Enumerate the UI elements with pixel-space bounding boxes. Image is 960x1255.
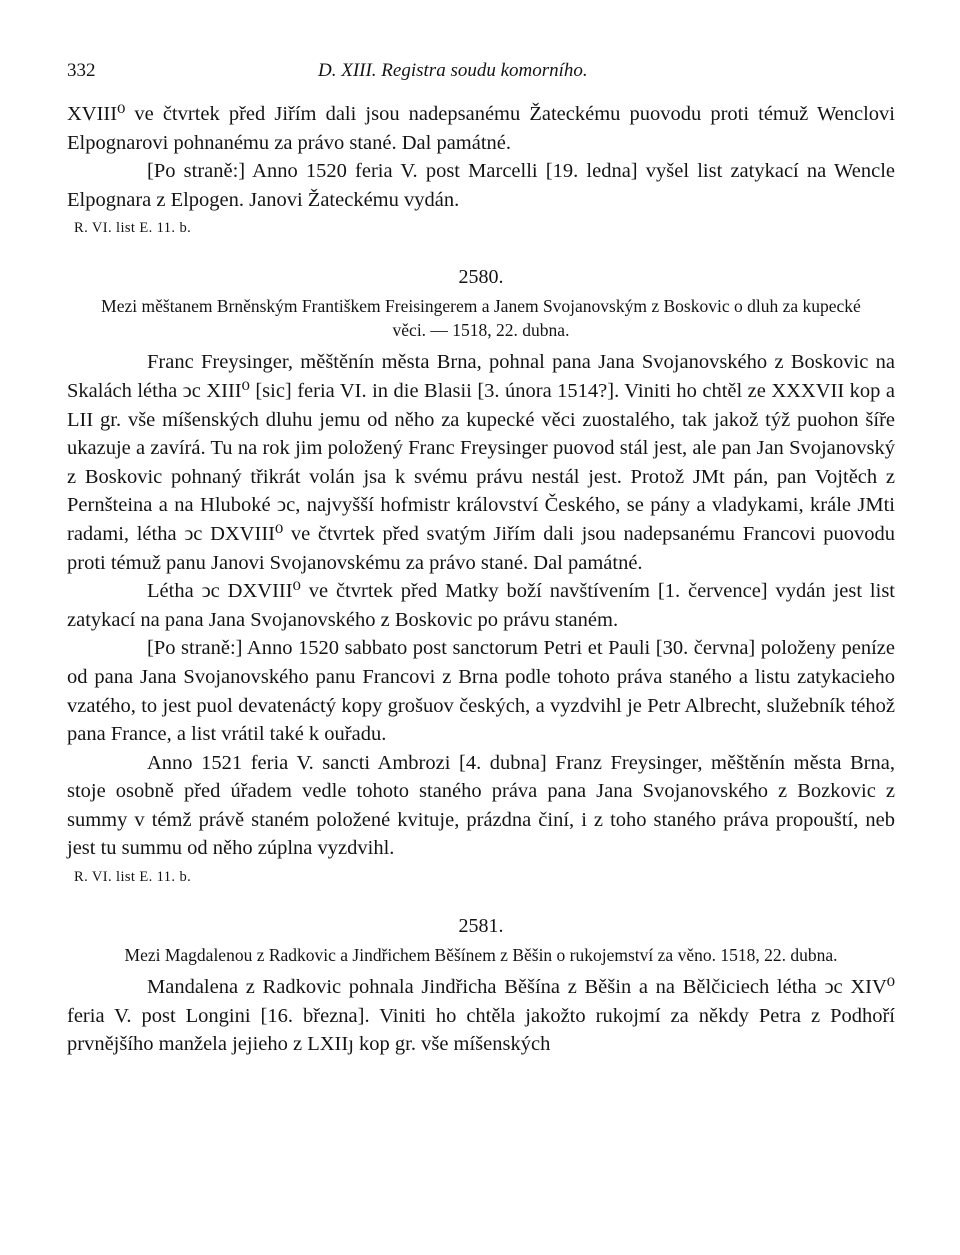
entry-summary: Mezi Magdalenou z Radkovic a Jindřichem Běšínem z Běšin o rukojemství za věno. 1518, 22. dubna. <box>124 945 838 966</box>
entry-2581 <box>67 913 895 1059</box>
paragraph: XVIII⁰ ve čtvrtek před Jiřím dali jsou nadepsanému Žateckému puovodu proti témuž Wenclovi Elpognarovi pohnanému za právo stané. Dal památné. <box>67 103 895 154</box>
source-reference: R. VI. list E. 11. b. <box>74 869 192 886</box>
page-header <box>67 60 895 90</box>
entry-summary: Mezi měštanem Brněnským Františkem Freisingerem a Janem Svojanovským z Boskovic o dluh za kupecké věci. — 1518, 22. dubna. <box>101 296 861 341</box>
page-number: 332 <box>67 60 96 81</box>
paragraph: Mandalena z Radkovic pohnala Jindřicha Běšína z Běšin a na Bělčiciech létha ↄc XIV⁰ feria V. post Longini [16. března]. Viniti ho chtěla jakožto rukojmí za někdy Petra z Podhoří prvnějšího manžela jejieho z LXIIȷ kop gr. vše míšenských <box>67 976 895 1056</box>
document-page <box>67 60 895 1059</box>
paragraph: [Po straně:] Anno 1520 sabbato post sanctorum Petri et Pauli [30. června] položeny peníze od pana Jana Svojanovského panu Francovi z Brna podle tohoto práva staného a listu zatykacieho vzatého, to jest puol devatenáctý kopy grošuov českých, a vyzdvihl je Petr Albrecht, služebník téhož pana France, a list vrátil také k ouřadu. <box>67 637 895 746</box>
entry-number: 2581. <box>458 915 504 938</box>
paragraph: [Po straně:] Anno 1520 feria V. post Marcelli [19. ledna] vyšel list zatykací na Wencle Elpognara z Elpogen. Janovi Žateckému vydán. <box>67 160 895 211</box>
source-reference: R. VI. list E. 11. b. <box>74 220 192 237</box>
paragraph: Anno 1521 feria V. sancti Ambrozi [4. dubna] Franz Freysinger, měštěnín města Brna, stoje osobně před úřadem vedle tohoto staného práva pana Jana Svojanovského z Bozkovic z summy v témž právě staném položené kvituje, prázdna činí, i z toho staného práva propouští, neb jest tu summu od něho zúplna vyzdvihl. <box>67 751 895 860</box>
entry-2580 <box>67 264 895 887</box>
paragraph: Létha ↄc DXVIII⁰ ve čtvrtek před Matky boží navštívením [1. července] vydán jest list zatykací na pana Jana Svojanovského z Boskovic po právu staném. <box>67 580 895 631</box>
entry-continuation <box>67 100 895 238</box>
running-title: D. XIII. Registra soudu komorního. <box>318 60 588 81</box>
entry-number: 2580. <box>458 266 504 289</box>
paragraph: Franc Freysinger, měštěnín města Brna, pohnal pana Jana Svojanovského z Boskovic na Skalách létha ↄc XIII⁰ [sic] feria VI. in die Blasii [3. února 1514?]. Viniti ho chtěl ze XXXVII kop a LII gr. vše míšenských dluhu jemu od něho za kupecké věci zuostalého, tak jakož týž puohon šíře ukazuje a zavírá. Tu na rok jim položený Franc Freysinger puovod stál jest, ale pan Jan Svojanovský z Boskovic pohnaný třikrát volán jsa k svému právu nestál jest. Protož JMt pán, pan Vojtěch z Pernšteina a na Hluboké ↄc, najvyšší hofmistr království Českého, se pány a vladykami, krále JMti radami, létha ↄc DXVIII⁰ ve čtvrtek před svatým Jiřím dali jsou nadepsanému Francovi puovodu proti témuž panu Janovi Svojanovskému za právo stané. Dal památné. <box>67 351 895 574</box>
